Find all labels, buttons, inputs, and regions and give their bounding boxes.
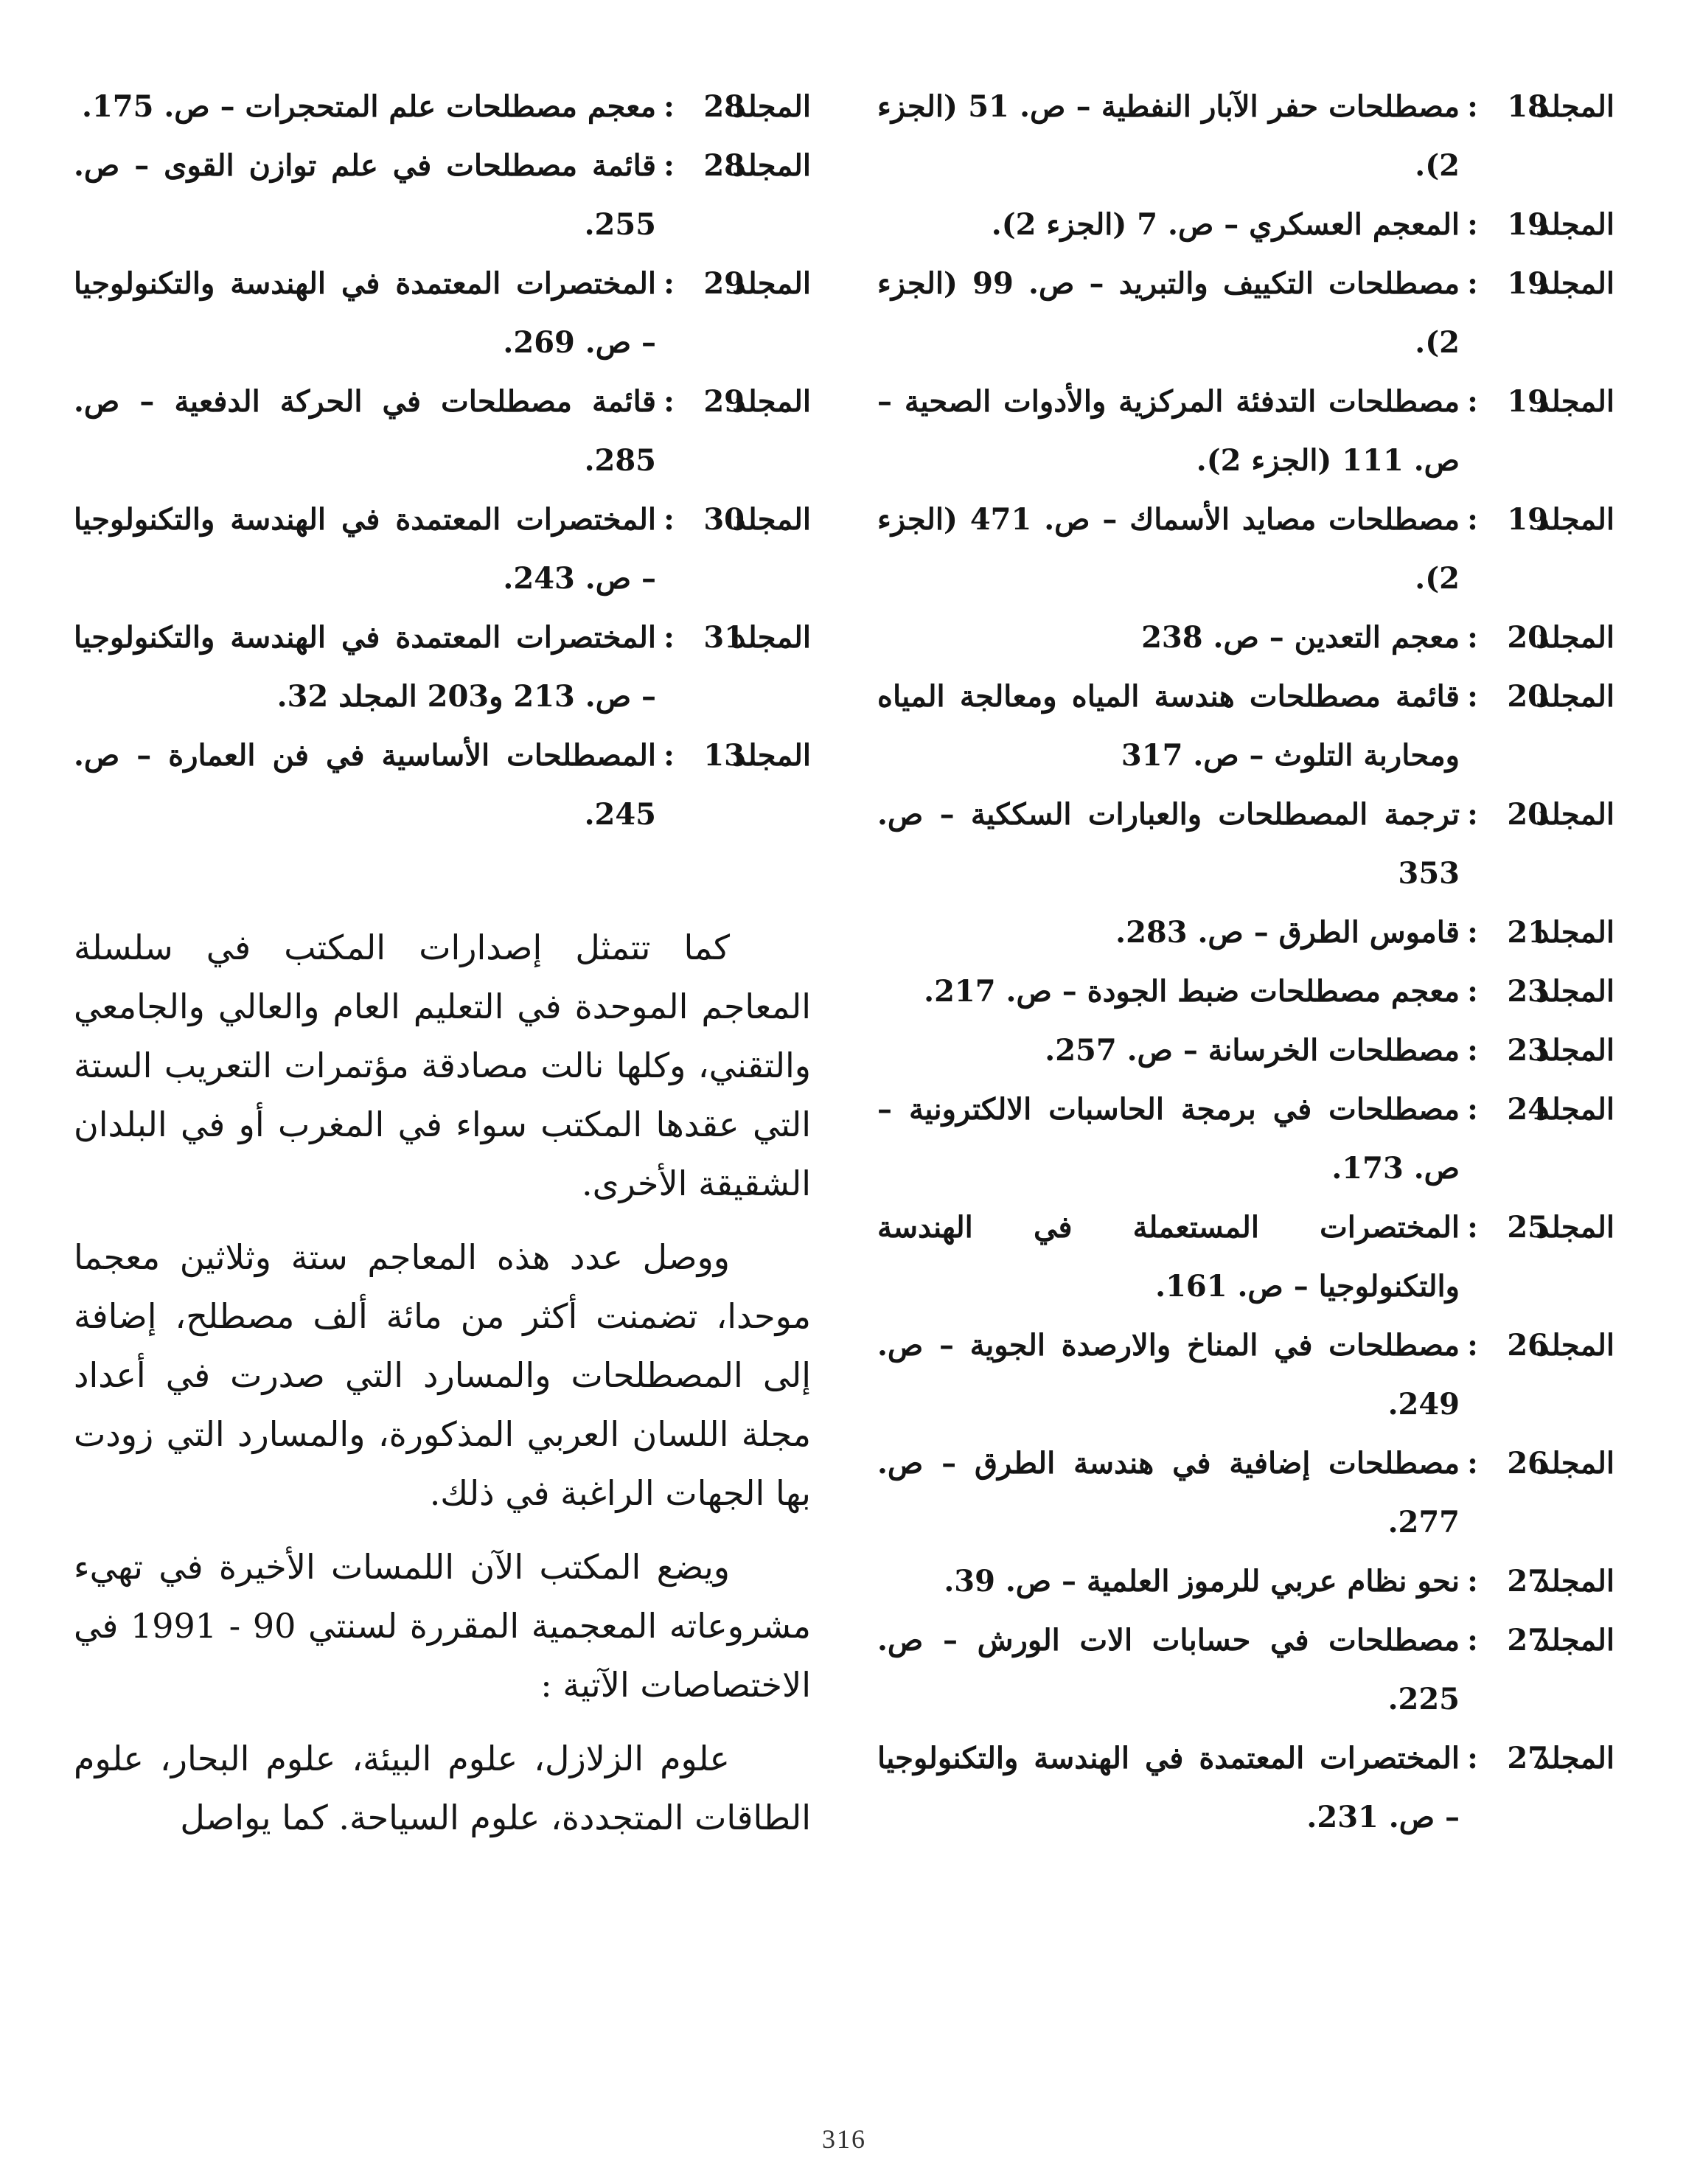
entry-title: مصطلحات في المناخ والارصدة الجوية – ص. 249. <box>877 1328 1460 1422</box>
volume-label: المجلد <box>1536 1210 1614 1245</box>
volume-entry <box>877 1021 1614 1080</box>
volume-label: المجلد <box>1536 679 1614 714</box>
volume-number: 27 <box>1507 1623 1548 1658</box>
separator: : <box>1467 620 1478 655</box>
entry-title: قائمة مصطلحات هندسة المياه ومعالجة المياه ومحاربة التلوث – ص. 317 <box>877 679 1460 773</box>
volume-entry <box>74 726 811 844</box>
entry-title: معجم مصطلحات ضبط الجودة – ص. 217. <box>924 974 1460 1009</box>
entry-title: المختصرات المعتمدة في الهندسة والتكنولوجيا – ص. 231. <box>877 1741 1460 1835</box>
volume-entry <box>877 1434 1614 1552</box>
volume-number: 31 <box>703 620 745 655</box>
volume-number: 21 <box>1507 915 1548 950</box>
entry-title: مصطلحات في حسابات الات الورش – ص. 225. <box>877 1623 1460 1717</box>
separator: : <box>1467 89 1478 124</box>
separator: : <box>663 620 675 655</box>
volume-label: المجلد <box>1536 1623 1614 1658</box>
volume-entry <box>74 372 811 490</box>
separator: : <box>1467 1210 1478 1245</box>
volume-number: 23 <box>1507 974 1548 1009</box>
separator: : <box>1467 266 1478 301</box>
entry-title: نحو نظام عربي للرموز العلمية – ص. 39. <box>944 1564 1460 1599</box>
volume-number: 27 <box>1507 1564 1548 1599</box>
volume-label: المجلد <box>732 89 811 124</box>
volume-label: المجلد <box>732 502 811 537</box>
entry-title: المختصرات المعتمدة في الهندسة والتكنولوجيا – ص. 213 و203 المجلد 32. <box>74 620 656 714</box>
separator: : <box>1467 1564 1478 1599</box>
entry-title: مصطلحات في برمجة الحاسبات الالكترونية – ص. 173. <box>877 1092 1460 1186</box>
volume-entry <box>877 490 1614 608</box>
volume-entry <box>877 1552 1614 1611</box>
volume-label: المجلد <box>1536 384 1614 419</box>
volume-entry <box>877 195 1614 254</box>
volume-label: المجلد <box>1536 1741 1614 1776</box>
volume-entry <box>74 77 811 136</box>
volume-label: المجلد <box>732 384 811 419</box>
volume-entry <box>877 903 1614 962</box>
body-paragraph: كما تتمثل إصدارات المكتب في سلسلة المعاجم الموحدة في التعليم العام والعالي والجامعي والتقني، وكلها نالت مصادقة مؤتمرات التعريب الستة التي عقدها المكتب سواء في المغرب أو في البلدان الشقيقة الأخرى. <box>74 928 811 1203</box>
volume-number: 20 <box>1507 679 1548 714</box>
volume-number: 25 <box>1507 1210 1548 1245</box>
volume-number: 27 <box>1507 1741 1548 1776</box>
separator: : <box>663 89 675 124</box>
volume-label: المجلد <box>1536 974 1614 1009</box>
volume-label: المجلد <box>732 266 811 301</box>
volume-label: المجلد <box>1536 266 1614 301</box>
volume-entry <box>877 962 1614 1021</box>
entry-title: المختصرات المعتمدة في الهندسة والتكنولوجيا – ص. 269. <box>74 266 656 360</box>
entry-title: المختصرات المعتمدة في الهندسة والتكنولوجيا – ص. 243. <box>74 502 656 596</box>
volume-label: المجلد <box>1536 620 1614 655</box>
entry-title: معجم مصطلحات علم المتحجرات – ص. 175. <box>82 89 656 124</box>
volume-label: المجلد <box>1536 797 1614 832</box>
volume-label: المجلد <box>1536 1092 1614 1127</box>
entry-title: ترجمة المصطلحات والعبارات السككية – ص. 353 <box>877 797 1460 891</box>
volume-entry <box>877 785 1614 903</box>
entry-title: مصطلحات التكييف والتبريد – ص. 99 (الجزء 2). <box>877 266 1460 360</box>
entry-title: قائمة مصطلحات في علم توازن القوى – ص. 255. <box>74 148 656 242</box>
page-number: 316 <box>822 2124 866 2154</box>
separator: : <box>1467 915 1478 950</box>
volume-number: 13 <box>703 738 745 773</box>
body-paragraph: ووصل عدد هذه المعاجم ستة وثلاثين معجما موحدا، تضمنت أكثر من مائة ألف مصطلح، إضافة إلى المصطلحات والمسارد التي صدرت في أعداد مجلة اللسان العربي المذكورة، والمسارد التي زودت بها الجهات الراغبة في ذلك. <box>74 1237 811 1513</box>
volume-entry <box>74 136 811 254</box>
separator: : <box>1467 502 1478 537</box>
entry-title: مصطلحات الخرسانة – ص. 257. <box>1045 1033 1460 1068</box>
entry-title: المختصرات المستعملة في الهندسة والتكنولوجيا – ص. 161. <box>877 1210 1460 1304</box>
separator: : <box>1467 1033 1478 1068</box>
entry-title: قائمة مصطلحات في الحركة الدفعية – ص. 285. <box>74 384 656 478</box>
volume-label: المجلد <box>732 148 811 183</box>
volume-label: المجلد <box>1536 502 1614 537</box>
volume-entry <box>877 667 1614 785</box>
volume-number: 28 <box>703 89 745 124</box>
entry-title: المصطلحات الأساسية في فن العمارة – ص. 245. <box>74 738 656 832</box>
volume-entry <box>74 490 811 608</box>
volume-number: 30 <box>703 502 745 537</box>
separator: : <box>1467 797 1478 832</box>
volume-number: 19 <box>1507 384 1548 419</box>
separator: : <box>1467 679 1478 714</box>
separator: : <box>663 384 675 419</box>
separator: : <box>663 502 675 537</box>
entry-title: مصطلحات التدفئة المركزية والأدوات الصحية – ص. 111 (الجزء 2). <box>877 384 1460 478</box>
entry-title: قاموس الطرق – ص. 283. <box>1115 915 1460 950</box>
left-column <box>74 77 811 1862</box>
volume-number: 20 <box>1507 620 1548 655</box>
volume-entry <box>877 77 1614 195</box>
separator: : <box>663 738 675 773</box>
separator: : <box>1467 384 1478 419</box>
volume-number: 19 <box>1507 502 1548 537</box>
volume-number: 18 <box>1507 89 1548 124</box>
volume-number: 20 <box>1507 797 1548 832</box>
entry-title: المعجم العسكري – ص. 7 (الجزء 2). <box>991 207 1460 242</box>
separator: : <box>1467 1741 1478 1776</box>
volume-number: 29 <box>703 266 745 301</box>
separator: : <box>1467 1446 1478 1481</box>
volume-entry <box>877 372 1614 490</box>
volume-entry <box>74 608 811 726</box>
separator: : <box>663 148 675 183</box>
volume-label: المجلد <box>1536 1564 1614 1599</box>
volume-number: 26 <box>1507 1328 1548 1363</box>
volume-entry <box>877 1729 1614 1847</box>
volume-entry <box>74 254 811 372</box>
volume-number: 23 <box>1507 1033 1548 1068</box>
volume-number: 19 <box>1507 266 1548 301</box>
body-paragraph: علوم الزلازل، علوم البيئة، علوم البحار، علوم الطاقات المتجددة، علوم السياحة. كما يواصل <box>74 1739 811 1837</box>
entry-title: مصطلحات حفر الآبار النفطية – ص. 51 (الجزء 2). <box>877 89 1460 183</box>
volume-entry <box>877 1198 1614 1316</box>
separator: : <box>1467 207 1478 242</box>
volume-number: 24 <box>1507 1092 1548 1127</box>
entry-title: مصطلحات إضافية في هندسة الطرق – ص. 277. <box>877 1446 1460 1540</box>
body-paragraph: ويضع المكتب الآن اللمسات الأخيرة في تهيء مشروعاته المعجمية المقررة لسنتي 90 - 1991 في الاختصاصات الآتية : <box>74 1547 812 1705</box>
volume-label: المجلد <box>1536 1033 1614 1068</box>
volume-label: المجلد <box>1536 915 1614 950</box>
separator: : <box>1467 1092 1478 1127</box>
separator: : <box>1467 1328 1478 1363</box>
entry-title: مصطلحات مصايد الأسماك – ص. 471 (الجزء 2). <box>877 502 1460 596</box>
volume-number: 28 <box>703 148 745 183</box>
separator: : <box>1467 974 1478 1009</box>
volume-number: 19 <box>1507 207 1548 242</box>
volume-entry <box>877 254 1614 372</box>
volume-number: 29 <box>703 384 745 419</box>
volume-label: المجلد <box>1536 1446 1614 1481</box>
separator: : <box>1467 1623 1478 1658</box>
separator: : <box>663 266 675 301</box>
volume-label: المجلد <box>732 738 811 773</box>
volume-entry <box>877 608 1614 667</box>
volume-label: المجلد <box>1536 1328 1614 1363</box>
volume-entry <box>877 1080 1614 1198</box>
volume-entry <box>877 1316 1614 1434</box>
volume-entry <box>877 1611 1614 1729</box>
volume-label: المجلد <box>1536 89 1614 124</box>
volume-number: 26 <box>1507 1446 1548 1481</box>
entry-title: معجم التعدين – ص. 238 <box>1141 620 1460 655</box>
right-column <box>877 77 1614 1847</box>
volume-label: المجلد <box>732 620 811 655</box>
volume-label: المجلد <box>1536 207 1614 242</box>
